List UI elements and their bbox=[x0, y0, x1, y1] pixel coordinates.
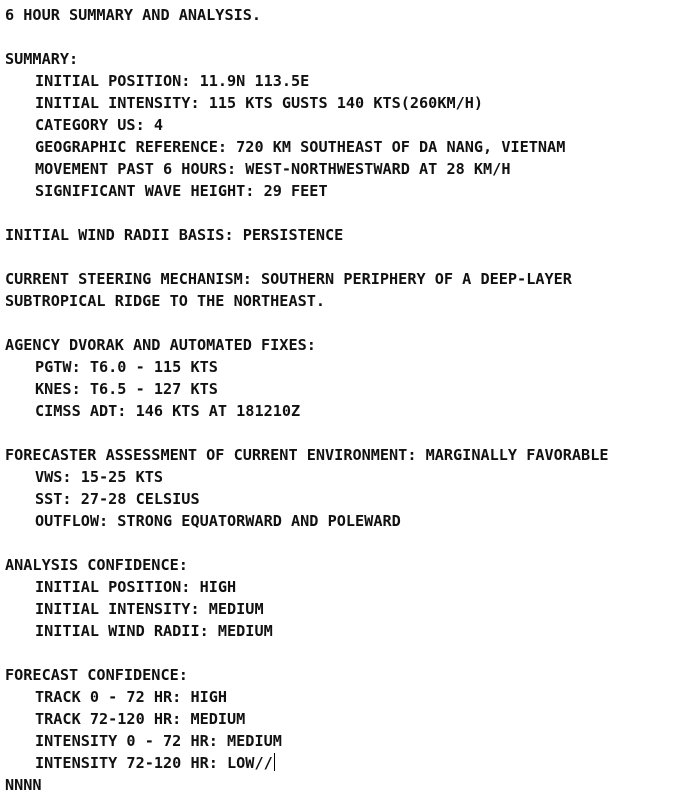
text-cursor bbox=[274, 753, 275, 771]
sst-line: SST: 27-28 CELSIUS bbox=[35, 490, 200, 508]
blank-line bbox=[5, 202, 679, 224]
cimss-fix-line: CIMSS ADT: 146 KTS AT 181210Z bbox=[35, 402, 301, 420]
blank-line bbox=[5, 422, 679, 444]
forecast-confidence-heading: FORECAST CONFIDENCE: bbox=[5, 666, 188, 684]
document-header: 6 HOUR SUMMARY AND ANALYSIS. bbox=[5, 6, 262, 24]
geographic-reference-line: GEOGRAPHIC REFERENCE: 720 KM SOUTHEAST OF DA NANG, VIETNAM bbox=[35, 138, 566, 156]
knes-fix-line: KNES: T6.5 - 127 KTS bbox=[35, 380, 218, 398]
initial-intensity-line: INITIAL INTENSITY: 115 KTS GUSTS 140 KTS(260KM/H) bbox=[35, 94, 484, 112]
steering-line-2: SUBTROPICAL RIDGE TO THE NORTHEAST. bbox=[5, 292, 326, 310]
outflow-line: OUTFLOW: STRONG EQUATORWARD AND POLEWARD bbox=[35, 512, 401, 530]
initial-position-line: INITIAL POSITION: 11.9N 113.5E bbox=[35, 72, 310, 90]
track-0-72-line: TRACK 0 - 72 HR: HIGH bbox=[35, 688, 228, 706]
intensity-0-72-line: INTENSITY 0 - 72 HR: MEDIUM bbox=[35, 732, 282, 750]
category-line: CATEGORY US: 4 bbox=[35, 116, 164, 134]
wind-radii-confidence-line: INITIAL WIND RADII: MEDIUM bbox=[35, 622, 273, 640]
vws-line: VWS: 15-25 KTS bbox=[35, 468, 164, 486]
wave-height-line: SIGNIFICANT WAVE HEIGHT: 29 FEET bbox=[35, 182, 328, 200]
movement-line: MOVEMENT PAST 6 HOURS: WEST-NORTHWESTWARD AT 28 KM/H bbox=[35, 160, 511, 178]
summary-heading: SUMMARY: bbox=[5, 50, 79, 68]
intensity-72-120-row bbox=[5, 752, 679, 774]
pgtw-fix-line: PGTW: T6.0 - 115 KTS bbox=[35, 358, 218, 376]
blank-line bbox=[5, 642, 679, 664]
blank-line bbox=[5, 532, 679, 554]
wind-radii-basis-line: INITIAL WIND RADII BASIS: PERSISTENCE bbox=[5, 226, 344, 244]
environment-heading: FORECASTER ASSESSMENT OF CURRENT ENVIRONMENT: MARGINALLY FAVORABLE bbox=[5, 446, 609, 464]
steering-line-1: CURRENT STEERING MECHANISM: SOUTHERN PERIPHERY OF A DEEP-LAYER bbox=[5, 270, 572, 288]
blank-line bbox=[5, 312, 679, 334]
track-72-120-line: TRACK 72-120 HR: MEDIUM bbox=[35, 710, 246, 728]
analysis-confidence-heading: ANALYSIS CONFIDENCE: bbox=[5, 556, 188, 574]
document-footer: NNNN bbox=[5, 776, 42, 794]
dvorak-heading: AGENCY DVORAK AND AUTOMATED FIXES: bbox=[5, 336, 316, 354]
position-confidence-line: INITIAL POSITION: HIGH bbox=[35, 578, 237, 596]
intensity-confidence-line: INITIAL INTENSITY: MEDIUM bbox=[35, 600, 264, 618]
blank-line bbox=[5, 26, 679, 48]
blank-line bbox=[5, 246, 679, 268]
text-document[interactable] bbox=[5, 4, 679, 796]
intensity-72-120-line: INTENSITY 72-120 HR: LOW// bbox=[35, 754, 273, 772]
